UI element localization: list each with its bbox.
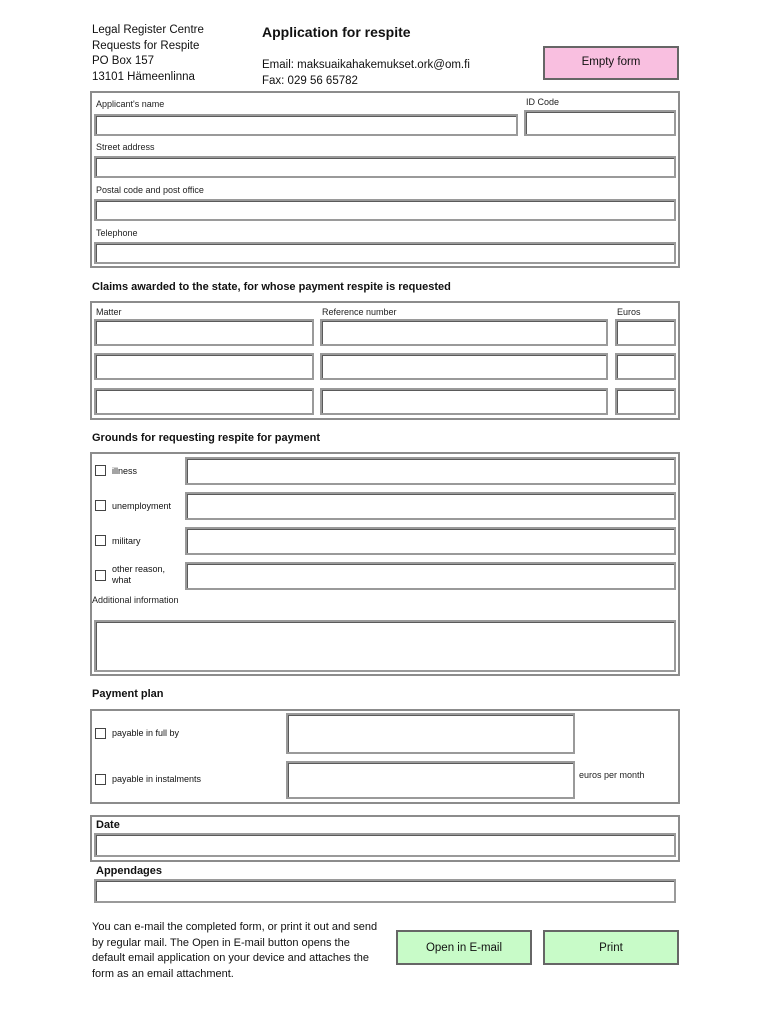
euros-input-3[interactable] xyxy=(615,388,676,415)
empty-form-button[interactable]: Empty form xyxy=(543,46,679,80)
reference-input-2[interactable] xyxy=(320,353,608,380)
payment-plan-title: Payment plan xyxy=(92,688,164,700)
reference-input-3[interactable] xyxy=(320,388,608,415)
unemployment-input[interactable] xyxy=(185,492,676,520)
open-in-email-button[interactable]: Open in E-mail xyxy=(396,930,532,965)
recipient-address xyxy=(92,23,204,85)
military-input[interactable] xyxy=(185,527,676,555)
print-button[interactable]: Print xyxy=(543,930,679,965)
reference-number-header: Reference number xyxy=(322,307,397,317)
other-reason-checkbox[interactable] xyxy=(95,570,106,581)
contact-fax: Fax: 029 56 65782 xyxy=(262,75,358,87)
claims-title: Claims awarded to the state, for whose payment respite is requested xyxy=(92,281,451,293)
payable-in-full-input[interactable] xyxy=(286,713,575,754)
address-line: Legal Register Centre xyxy=(92,24,204,36)
address-line: Requests for Respite xyxy=(92,39,200,52)
euros-per-month-input[interactable] xyxy=(286,761,575,799)
street-address-input[interactable] xyxy=(94,156,676,178)
contact-email: Email: maksuaikahakemukset.ork@om.fi xyxy=(262,59,470,71)
appendages-label: Appendages xyxy=(96,865,163,877)
payable-in-full-label: payable in full by xyxy=(112,728,180,738)
grounds-title: Grounds for requesting respite for payment xyxy=(92,432,320,444)
form-title: Application for respite xyxy=(262,24,411,40)
address-line: PO Box 157 xyxy=(92,55,155,67)
postal-code-input[interactable] xyxy=(94,199,676,221)
illness-input[interactable] xyxy=(185,457,676,485)
euros-input-1[interactable] xyxy=(615,319,676,346)
applicant-name-label: Applicant's name xyxy=(96,99,165,109)
appendages-input[interactable] xyxy=(94,879,676,903)
telephone-input[interactable] xyxy=(94,242,676,264)
euros-header: Euros xyxy=(617,307,641,317)
other-reason-input[interactable] xyxy=(185,562,676,590)
additional-information-input[interactable] xyxy=(94,620,676,672)
id-code-label: ID Code xyxy=(526,97,560,107)
euros-input-2[interactable] xyxy=(615,353,676,380)
matter-header: Matter xyxy=(96,307,122,317)
applicant-name-input[interactable] xyxy=(94,114,518,136)
payable-in-instalments-label: payable in instalments xyxy=(112,774,202,784)
additional-information-label: Additional information xyxy=(92,595,179,605)
illness-checkbox[interactable] xyxy=(95,465,106,476)
postal-code-label: Postal code and post office xyxy=(96,185,204,195)
military-checkbox[interactable] xyxy=(95,535,106,546)
street-address-label: Street address xyxy=(96,142,155,152)
unemployment-label: unemployment xyxy=(112,501,172,511)
telephone-label: Telephone xyxy=(96,228,138,238)
matter-input-2[interactable] xyxy=(94,353,314,380)
matter-input-1[interactable] xyxy=(94,319,314,346)
matter-input-3[interactable] xyxy=(94,388,314,415)
date-input[interactable] xyxy=(94,833,676,857)
id-code-input[interactable] xyxy=(524,110,676,136)
military-label: military xyxy=(112,536,141,546)
reference-input-1[interactable] xyxy=(320,319,608,346)
unemployment-checkbox[interactable] xyxy=(95,500,106,511)
euros-per-month-label: euros per month xyxy=(579,770,645,780)
payable-in-full-checkbox[interactable] xyxy=(95,728,106,739)
other-reason-label: other reason, what xyxy=(112,564,166,585)
address-line: 13101 Hämeenlinna xyxy=(92,70,195,83)
submission-instructions: You can e-mail the completed form, or print it out and send by regular mail. The Open in E-mail button opens the default email application on your device and attaches the form as an email attachment. xyxy=(92,921,378,980)
illness-label: illness xyxy=(112,466,138,476)
date-label: Date xyxy=(96,819,120,831)
payable-in-instalments-checkbox[interactable] xyxy=(95,774,106,785)
